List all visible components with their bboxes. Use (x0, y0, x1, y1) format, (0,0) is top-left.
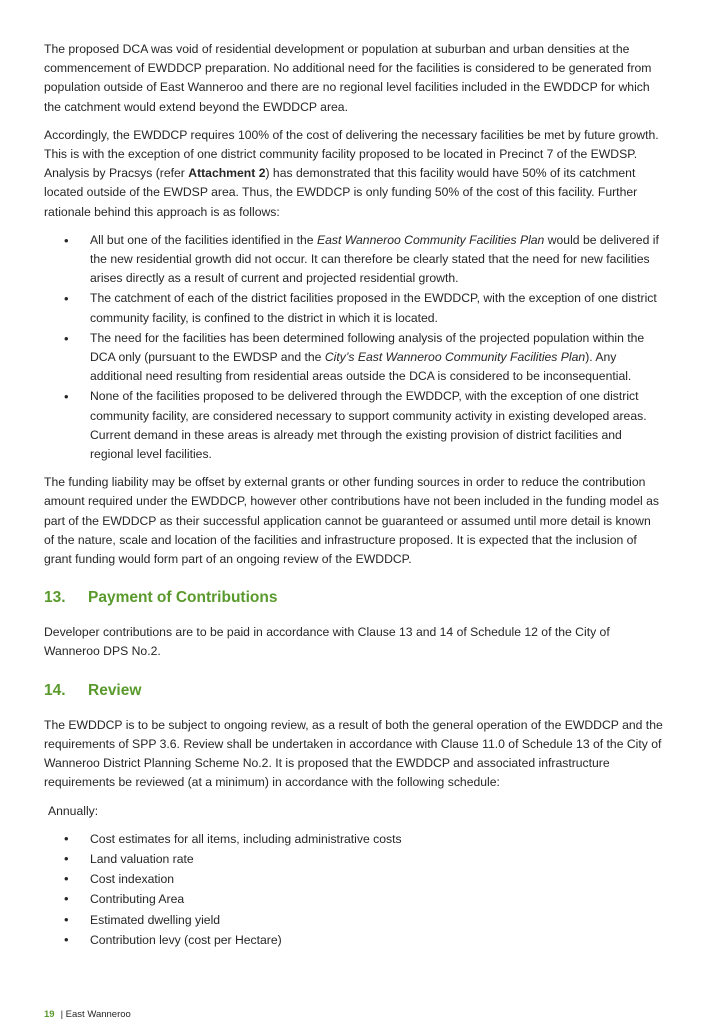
section-number: 13. (44, 589, 66, 607)
paragraph-review: The EWDDCP is to be subject to ongoing review, as a result of both the general operation of the EWDDCP and the requirements of SPP 3.6. Review shall be undertaken in accordance with Clause 11.0 of Schedule 13 of the City of Wanneroo District Planning Scheme No.2. It is proposed that the EWDDCP and associated infrastructure requirements be reviewed (at a minimum) in accordance with the following schedule: (44, 717, 663, 790)
list-item: • Estimated dwelling yield (44, 910, 664, 930)
paragraph-funding-liability: The funding liability may be offset by external grants or other funding sources in order to reduce the contribution amount required under the EWDDCP, however other contributions have not been included in the funding model as part of the EWDDCP as their successful application cannot be guaranteed or assumed until more detail is known of the nature, scale and location of the facilities and infrastructure proposed. It is expected that the inclusion of grant funding would form part of an ongoing review of the EWDDCP. (44, 475, 659, 567)
paragraph-funding-rationale-part1: Accordingly, the EWDDCP requires 100% of the cost of delivering the necessary facilities be met by future growth. This is with the exception of one district community facility proposed to be located in Precinct 7 of the EWDSP. Analysis by Pracsys (refer (44, 127, 659, 181)
list-item: • Contributing Area (44, 889, 664, 909)
section-title: Review (88, 681, 142, 699)
page-number: 19 (44, 1009, 55, 1020)
bullet-text: would be delivered if the new residential growth did not occur. It can therefore be clearly stated that the need for new facilities arises directly as a result of current and projected residential growth. (90, 232, 659, 286)
list-item: • Cost estimates for all items, including administrative costs (44, 829, 664, 849)
list-item: • Cost indexation (44, 869, 664, 889)
paragraph-dca-void: The proposed DCA was void of residential development or population at suburban and urban densities at the commencement of EWDDCP preparation. No additional need for the facilities is considered to be generated from population outside of East Wanneroo and there are no regional level facilities included in the EWDDCP for which the catchment would extend beyond the EWDDCP area. (44, 42, 652, 114)
review-schedule-list (44, 829, 664, 950)
list-item (44, 329, 664, 387)
page-footer (44, 1009, 131, 1021)
page-content (44, 40, 664, 959)
list-item (44, 231, 664, 289)
section-heading-payment (44, 588, 664, 608)
paragraph-funding-rationale-part2: ) has demonstrated that this facility would have 50% of its catchment located outside of the EWDSP area. Thus, the EWDDCP is only funding 50% of the cost of this facility. Further rationale behind this approach is as follows: (44, 166, 638, 219)
list-item: • Contribution levy (cost per Hectare) (44, 930, 664, 950)
paragraph-payment: Developer contributions are to be paid in accordance with Clause 13 and 14 of Schedule 12 of the City of Wanneroo DPS No.2. (44, 625, 610, 659)
plan-title-italic: City’s East Wanneroo Community Facilities Plan (324, 350, 586, 365)
list-item: • The catchment of each of the district facilities proposed in the EWDDCP, with the exception of one district community facility, is confined to the district in which it is located. (44, 289, 664, 327)
section-number: 14. (44, 681, 66, 699)
bullet-text: ). Any additional need resulting from residential areas outside the DCA is considered to be inconsequential. (90, 350, 632, 384)
annually-label: Annually: (48, 803, 99, 818)
section-heading-review (44, 681, 664, 701)
paragraph-funding-rationale (44, 126, 664, 222)
section-title: Payment of Contributions (88, 589, 278, 607)
bullet-text: The need for the facilities has been determined following analysis of the projected population within the DCA only (pursuant to the EWDSP and the (90, 330, 645, 365)
attachment-reference: Attachment 2 (188, 166, 266, 181)
bullet-text: All but one of the facilities identified in the (90, 232, 317, 247)
list-item: • Land valuation rate (44, 849, 664, 869)
rationale-bullet-list (44, 231, 664, 464)
footer-label: | East Wanneroo (60, 1009, 131, 1020)
list-item: • None of the facilities proposed to be delivered through the EWDDCP, with the exception of one district community facility, are considered necessary to support community activity in existing developed areas. Current demand in these areas is already met through the existing provision of district facilities and regional level facilities. (44, 387, 664, 464)
plan-title-italic: East Wanneroo Community Facilities Plan (316, 232, 545, 247)
